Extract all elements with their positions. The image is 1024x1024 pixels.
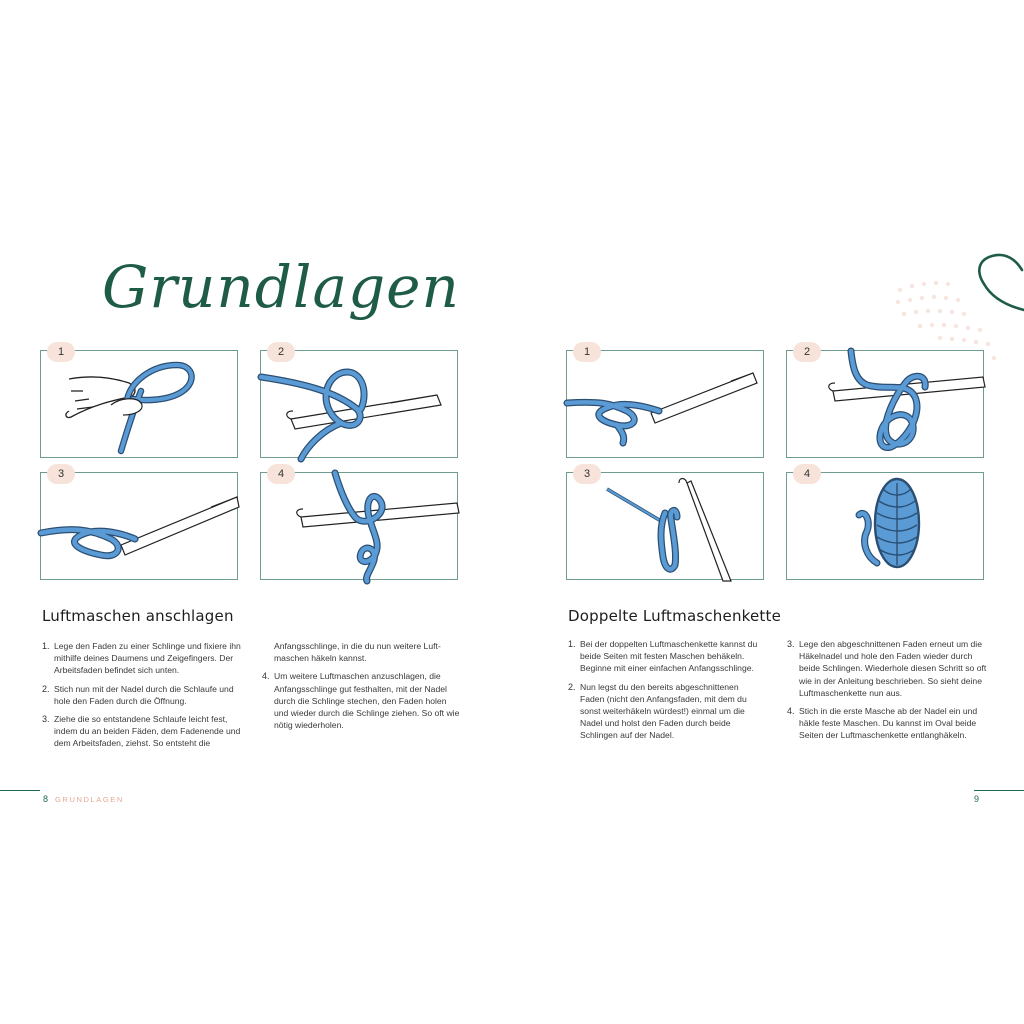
step-number: 1. <box>42 641 50 651</box>
loops-on-hook-icon <box>787 351 985 459</box>
step-text: Um weitere Luftmaschen anzuschlagen, die Anfangsschlinge gut festhalten, mit der Nadel durch die Schlinge stechen, den Faden holen und wieder durch die Schlinge ziehen. So oft wie nötig wiederholen. <box>274 671 460 731</box>
chapter-title-text: Grundlagen <box>102 253 460 321</box>
instruction-step <box>568 638 764 675</box>
slip-knot-on-hook-icon <box>567 351 765 459</box>
instruction-step <box>568 681 764 742</box>
step-number: 4. <box>262 671 270 682</box>
step-number: 2. <box>42 683 50 694</box>
dot-pattern-decoration <box>896 281 996 360</box>
instruction-step <box>42 640 247 677</box>
left-section-title: Luftmaschen anschlagen <box>42 607 234 625</box>
left-step-panel-1 <box>40 346 238 458</box>
step-text: Stich in die erste Masche ab der Nadel ein und häkle feste Maschen. Du kannst im Oval beide Seiten der Luftmaschenkette entlanghäkeln. <box>799 706 978 741</box>
yarn-loop-on-hook-icon <box>261 351 459 459</box>
hand-holding-yarn-loop-icon <box>41 351 239 459</box>
step-text: Ziehe die so entstandene Schlaufe leicht fest, indem du an beiden Fäden, dem Fadenende und dem Arbeitsfaden, ziehst. So entsteht die <box>54 714 241 749</box>
step-number-badge: 4 <box>793 464 821 484</box>
instruction-step <box>787 705 987 742</box>
chain-with-hook-icon <box>567 473 765 581</box>
left-step-panel-2 <box>260 346 458 458</box>
right-step-panel-4 <box>786 468 984 580</box>
step-number: 4. <box>787 706 795 717</box>
right-page-number: 9 <box>974 794 980 804</box>
right-text-column-2 <box>787 638 987 748</box>
step-number: 3. <box>42 714 50 725</box>
leaf-outline-icon <box>979 255 1024 310</box>
step-number-badge: 3 <box>573 464 601 484</box>
chain-loop-on-hook-icon <box>261 473 459 581</box>
left-text-column-1 <box>42 640 247 756</box>
step-text: Nun legst du den bereits abgeschnittenen Faden (nicht den Anfangsfaden, mit dem du sonst weiterhäkeln würdest!) einmal um die Nadel und holst den Faden durch beide Schlingen auf der Nadel. <box>580 681 747 741</box>
step-number-badge: 1 <box>573 342 601 362</box>
running-head: GRUNDLAGEN <box>55 795 124 804</box>
step-number-badge: 3 <box>47 464 75 484</box>
left-step-panel-4 <box>260 468 458 580</box>
step-number: 3. <box>787 639 795 649</box>
step-text: Lege den abgeschnittenen Faden erneut um die Häkelnadel und hole den Faden wieder durch beide Schlingen. Wiederhole diesen Schritt so oft wie in der Anleitung beschrieben. So sieht deine Luftmaschenkette nun aus. <box>799 639 987 698</box>
chapter-title <box>100 245 460 345</box>
step-number-badge: 2 <box>267 342 295 362</box>
instruction-step <box>787 638 987 699</box>
step-number-badge: 2 <box>793 342 821 362</box>
left-footer-rule <box>0 790 40 791</box>
left-page-number: 8 <box>43 794 49 804</box>
right-text-column-1 <box>568 638 764 748</box>
step-text: Bei der doppelten Luftmaschenkette kannst du beide Seiten mit festen Maschen behäkeln. Beginne mit einer einfachen Anfangsschlinge. <box>580 639 758 674</box>
right-section-title: Doppelte Luftmaschenkette <box>568 607 782 625</box>
step-text: Stich nun mit der Nadel durch die Schlaufe und hole den Faden durch die Öffnung. <box>54 683 234 706</box>
right-footer-rule <box>974 790 1024 791</box>
left-text-column-2 <box>262 640 462 737</box>
step-number: 1. <box>568 639 576 649</box>
right-step-panel-2 <box>786 346 984 458</box>
left-step-panel-3 <box>40 468 238 580</box>
step-number-badge: 1 <box>47 342 75 362</box>
instruction-step <box>262 670 462 731</box>
slip-knot-on-hook-icon <box>41 473 239 581</box>
right-step-panel-1 <box>566 346 764 458</box>
step-number-badge: 4 <box>267 464 295 484</box>
step-text: Lege den Faden zu einer Schlinge und fixiere ihn mithilfe deines Daumens und Zeigefingers. Der Arbeitsfaden befindet sich unten. <box>54 641 241 676</box>
step-number: 2. <box>568 681 576 692</box>
instruction-step <box>42 683 247 707</box>
continued-text: Anfangsschlinge, in die du nun weitere Luftmaschen häkeln kannst. <box>274 641 441 664</box>
oval-chain-icon <box>787 473 985 581</box>
instruction-step <box>42 713 247 750</box>
right-step-panel-3 <box>566 468 764 580</box>
